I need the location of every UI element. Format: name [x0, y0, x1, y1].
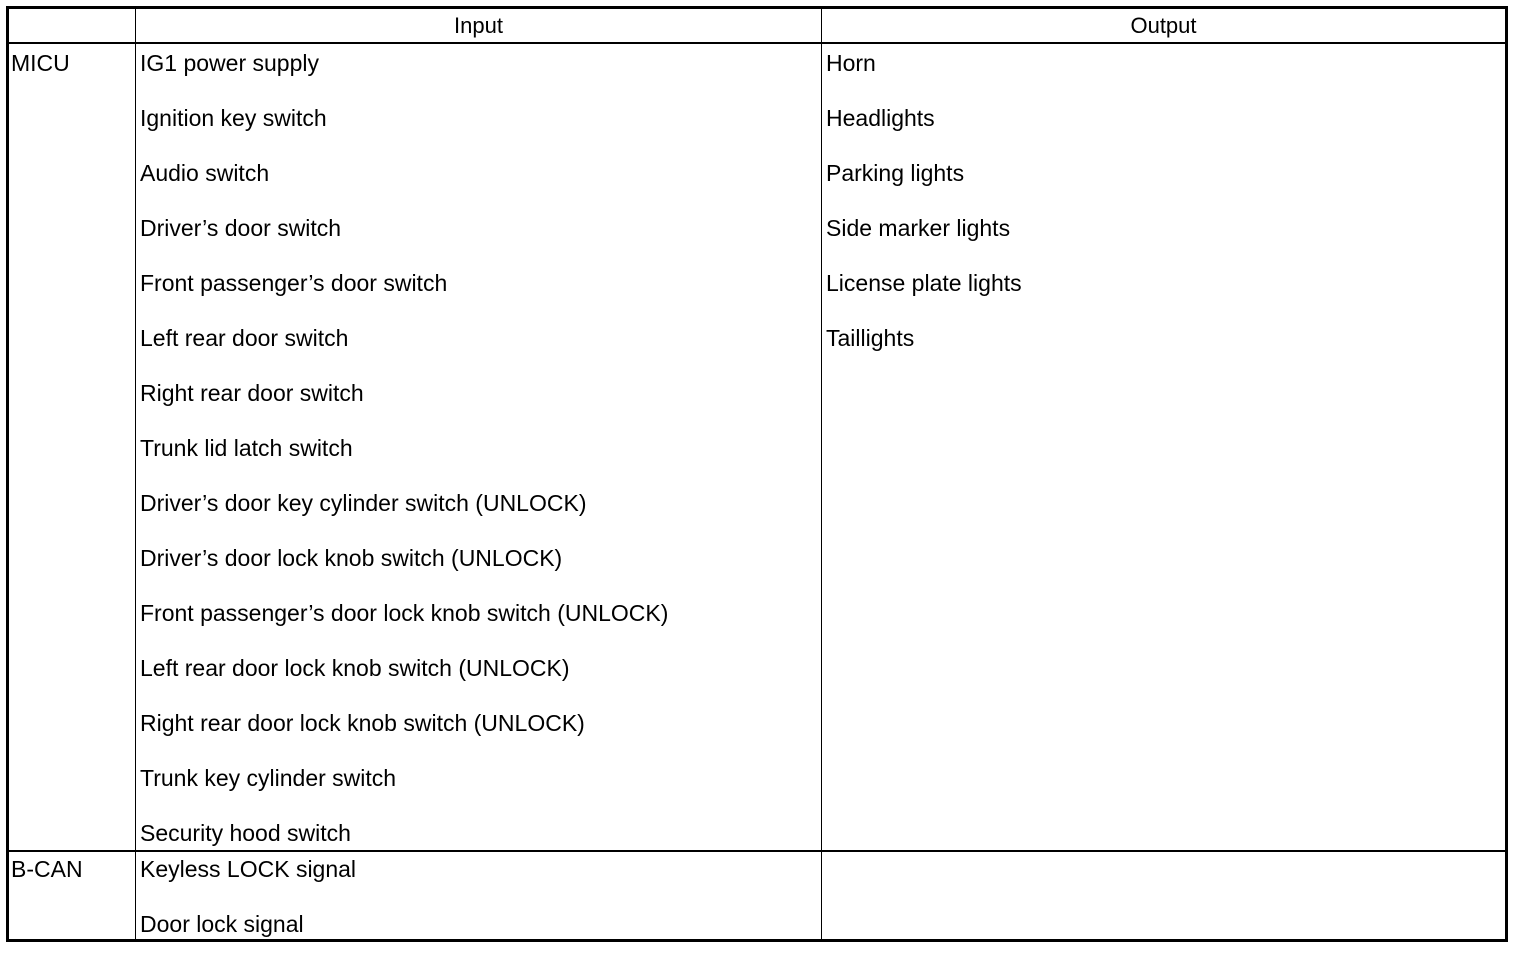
list-item: Driver’s door switch: [140, 215, 342, 241]
list-item: Front passenger’s door switch: [140, 270, 448, 296]
io-table: [6, 6, 1508, 942]
list-item: Audio switch: [140, 160, 270, 186]
list-item: Side marker lights: [826, 215, 1011, 241]
list-item: Parking lights: [826, 160, 965, 186]
list-item: License plate lights: [826, 270, 1022, 296]
list-item: Trunk lid latch switch: [140, 435, 353, 461]
list-item: Left rear door lock knob switch (UNLOCK): [140, 655, 570, 681]
list-item: Front passenger’s door lock knob switch (UNLOCK): [140, 600, 669, 626]
list-item: Security hood switch: [140, 820, 351, 846]
list-item: Trunk key cylinder switch: [140, 765, 397, 791]
row-source-bcan: B-CAN: [11, 856, 83, 882]
list-item: IG1 power supply: [140, 50, 319, 76]
micu-output-list: [826, 50, 1022, 380]
list-item: Right rear door lock knob switch (UNLOCK): [140, 710, 585, 736]
header-divider: [9, 42, 1505, 44]
list-item: Horn: [826, 50, 876, 76]
row-source-micu: MICU: [11, 50, 70, 76]
header-output: Output: [1130, 13, 1197, 38]
micu-input-list: [140, 50, 668, 875]
list-item: Right rear door switch: [140, 380, 364, 406]
list-item: Keyless LOCK signal: [140, 856, 357, 882]
list-item: Ignition key switch: [140, 105, 327, 131]
list-item: Driver’s door key cylinder switch (UNLOCK): [140, 490, 587, 516]
list-item: Left rear door switch: [140, 325, 349, 351]
list-item: Door lock signal: [140, 911, 304, 937]
column-divider: [821, 9, 822, 939]
bcan-input-list: [140, 856, 356, 966]
column-divider: [135, 9, 136, 939]
list-item: Driver’s door lock knob switch (UNLOCK): [140, 545, 563, 571]
header-input: Input: [454, 13, 503, 38]
list-item: Headlights: [826, 105, 935, 131]
list-item: Taillights: [826, 325, 915, 351]
